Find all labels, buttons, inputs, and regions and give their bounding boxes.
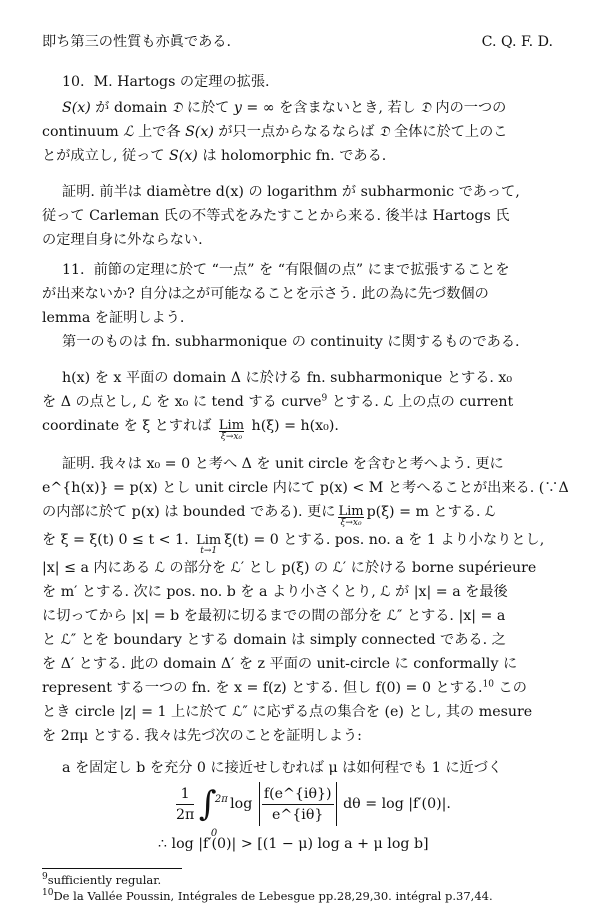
fraction-f-over-e: $\frac{f(e\^{}\{i\theta\})}{e\^{}\{i\theta\}}$ (263, 785, 332, 823)
header-right: C. Q. F. D. (481, 34, 553, 50)
section-10-heading (62, 70, 270, 94)
section-10-number: 10. (62, 74, 85, 90)
fraction-1-over-2pi: $\frac{1}{2\pi}$ (176, 785, 195, 823)
footnote-ref-9: 9 (321, 393, 328, 404)
footnote-rule (42, 868, 182, 869)
proof-line-12: を 2πμ とする. 我々は先づ次のことを証明しよう: (42, 728, 362, 744)
proof-line-6: を m′ とする. 次に pos. no. b を a より小さくとり, ℒ が |x| = a を最後 (42, 584, 508, 600)
claim-statement: a を固定し b を充分 0 に接近せしむれば μ は如何程でも 1 に近づく (62, 760, 503, 776)
section-10-title: M. Hartogs の定理の拡張. (93, 74, 270, 90)
proof-line-4: を ξ = ξ(t) 0 ≤ t < 1. Lim t→1 ξ(t) = 0 とする. pos. no. a を 1 より小なりとし, (42, 532, 545, 556)
header-left: 即ち第三の性質も亦眞である. (42, 34, 231, 50)
section-11-p3-line1: h(x) を x 平面の domain Δ に於ける fn. subharmonique とする. x₀ (62, 370, 513, 386)
section-10-p1-line2: continuum ℒ 上で各 S(x) が只一点からなるならば 𝔇 全体に於て上のこ (42, 124, 508, 140)
integral-equation: $\frac{1}{2\pi}$ ∫ 2π 0 log $\frac{f(e\^{}\{i\theta\})}{e\^{}\{i\theta\}}$ dθ = log |f′(0)|. (176, 784, 451, 839)
section-11-p2: 第一のものは fn. subharmonique の continuity に関するものである. (62, 334, 520, 350)
section-10-p1-line3: とが成立し, 従って S(x) は holomorphic fn. である. (42, 148, 387, 164)
section-10-p2-line2: 従って Carleman 氏の不等式をみたすことから来る. 後半は Hartogs 氏 (42, 208, 510, 224)
section-11-number: 11. (62, 262, 85, 278)
proof-line-2: e^{h(x)} = p(x) とし unit circle 内にて p(x) < M と考へることが出来る. (∵Δ (42, 480, 569, 496)
section-11-p3-line3: coordinate を ξ とすれば Lim ξ→x₀ h(ξ) = h(x₀). (42, 418, 339, 442)
proof-line-9: を Δ′ とする. 此の domain Δ′ を z 平面の unit-circle に conformally に (42, 656, 518, 672)
limit-operator-2: Lim ξ→x₀ (338, 504, 364, 528)
proof-line-7: に切ってから |x| = b を最初に切るまでの間の部分を ℒ″ とする. |x| = a (42, 608, 506, 624)
section-11-p1-line1: 11. 前節の定理に於て “一点” を “有限個の点” にまで拡張することを (62, 262, 510, 278)
proof-line-5: |x| ≤ a 内にある ℒ の部分を ℒ′ とし p(ξ) の ℒ′ に於ける borne supérieure (42, 560, 537, 576)
footnote-9: $^9$sufficiently regular. (42, 872, 162, 887)
integral-sign: ∫ 2π 0 (198, 784, 228, 839)
section-10-p2-line3: の定理自身に外ならない. (42, 232, 203, 248)
limit-operator: Lim ξ→x₀ (218, 418, 245, 442)
proof-line-10: represent する一つの fn. を x = f(z) とする. 但し f(0) = 0 とする.$^{10}$ この (42, 679, 527, 696)
section-10-p2-line1: 証明. 前半は diamètre d(x) の logarithm が subharmonic であって, (62, 184, 520, 200)
proof-line-1: 証明. 我々は x₀ = 0 と考へ Δ を unit circle を含むと考へよう. 更に (62, 456, 504, 472)
section-11-p1-line2: が出来ないか? 自分は之が可能なることを示さう. 此の為に先づ数個の (42, 286, 489, 302)
limit-operator-3: Lim t→1 (196, 533, 222, 556)
footnote-10: $^{10}$De la Vallée Poussin, Intégrales de Lebesgue pp.28,29,30. intégral p.37,44. (42, 888, 493, 903)
footnote-ref-10: 10 (482, 679, 495, 690)
proof-line-3: の内部に於て p(x) は bounded である). 更に Lim ξ→x₀ p(ξ) = m とする. ℒ (42, 504, 496, 528)
section-10-p1-line1: S(x) が domain 𝔇 に於て y = ∞ を含まないとき, 若し 𝔇 内の一つの (62, 100, 507, 116)
inequality-equation: ∴ log |f′(0)| > [(1 − μ) log a + μ log b] (158, 836, 429, 852)
proof-line-11: とき circle |z| = 1 上に於て ℒ″ に応ずる点の集合を (e) とし, 其の mesure (42, 704, 533, 720)
section-11-p1-line3: lemma を証明しよう. (42, 310, 185, 326)
proof-line-8: と ℒ″ とを boundary とする domain は simply connected である. 之 (42, 632, 506, 648)
section-11-p3-line2: を Δ の点とし, ℒ を x₀ に tend する curve$^9$ とする. ℒ 上の点の current (42, 393, 514, 410)
